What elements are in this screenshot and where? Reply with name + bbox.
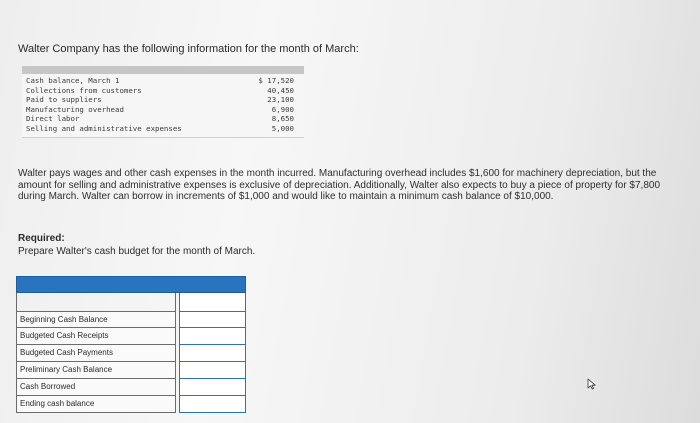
cash-payments-input[interactable]: [179, 345, 246, 362]
given-data-table: [22, 66, 304, 138]
info-value-cash-balance: $ 17,520: [258, 76, 294, 85]
info-label-cash-balance: Cash balance, March 1: [26, 76, 120, 85]
budget-row-beginning-cash: [16, 311, 246, 328]
budget-label-beginning-cash: Beginning Cash Balance: [16, 311, 176, 328]
budget-label-preliminary-balance: Preliminary Cash Balance: [16, 362, 176, 379]
intro-text: Walter Company has the following information for the month of March:: [18, 43, 359, 55]
budget-label-cash-receipts: Budgeted Cash Receipts: [16, 328, 176, 345]
problem-paragraph: Walter pays wages and other cash expenses in the month incurred. Manufacturing overhead includes $1,600 for machinery depreciation, but the amount for selling and administrative expenses is exclusive of depreciation. Additionally, Walter also expects to buy a piece of property for $7,800 during March. Walter can borrow in increments of $1,000 and would like to maintain a minimum cash balance of $10,000.: [18, 168, 661, 203]
budget-label-cash-payments: Budgeted Cash Payments: [16, 345, 176, 362]
blank-row-label-cell: [16, 293, 176, 311]
blank-row-input-cell[interactable]: [179, 293, 246, 311]
given-data-header: [22, 66, 304, 74]
info-value-manufacturing-overhead: 6,900: [271, 104, 294, 114]
budget-row-cash-payments: [16, 345, 246, 362]
info-label-collections: Collections from customers: [26, 85, 142, 95]
preliminary-balance-input[interactable]: [179, 362, 246, 379]
budget-label-ending-balance: Ending cash balance: [16, 396, 176, 413]
info-label-selling-admin: Selling and administrative expenses: [26, 123, 182, 133]
required-heading: Required:: [18, 233, 65, 244]
cash-budget-header: [16, 276, 246, 293]
cash-borrowed-input[interactable]: [179, 379, 246, 396]
info-label-direct-labor: Direct labor: [26, 114, 80, 124]
given-data-labels: [22, 76, 234, 134]
cash-budget-table: [16, 276, 246, 413]
beginning-cash-input[interactable]: [179, 311, 246, 328]
cash-budget-blank-row: [16, 293, 246, 311]
info-value-collections: 40,450: [267, 85, 294, 95]
ending-balance-input[interactable]: [179, 396, 246, 413]
info-label-paid-suppliers: Paid to suppliers: [26, 95, 102, 105]
budget-row-cash-borrowed: [16, 379, 246, 396]
cash-receipts-input[interactable]: [179, 328, 246, 345]
info-value-selling-admin: 5,000: [271, 123, 294, 133]
budget-row-preliminary-balance: [16, 362, 246, 379]
given-data-body: [22, 74, 304, 138]
given-data-values: [234, 76, 304, 134]
mouse-pointer-icon: [587, 378, 597, 390]
budget-row-cash-receipts: [16, 328, 246, 345]
info-label-manufacturing-overhead: Manufacturing overhead: [26, 104, 124, 114]
budget-row-ending-balance: [16, 396, 246, 413]
task-instruction: Prepare Walter's cash budget for the month of March.: [18, 246, 256, 257]
info-value-paid-suppliers: 23,100: [267, 95, 294, 105]
info-value-direct-labor: 8,650: [271, 114, 294, 124]
budget-label-cash-borrowed: Cash Borrowed: [16, 379, 176, 396]
